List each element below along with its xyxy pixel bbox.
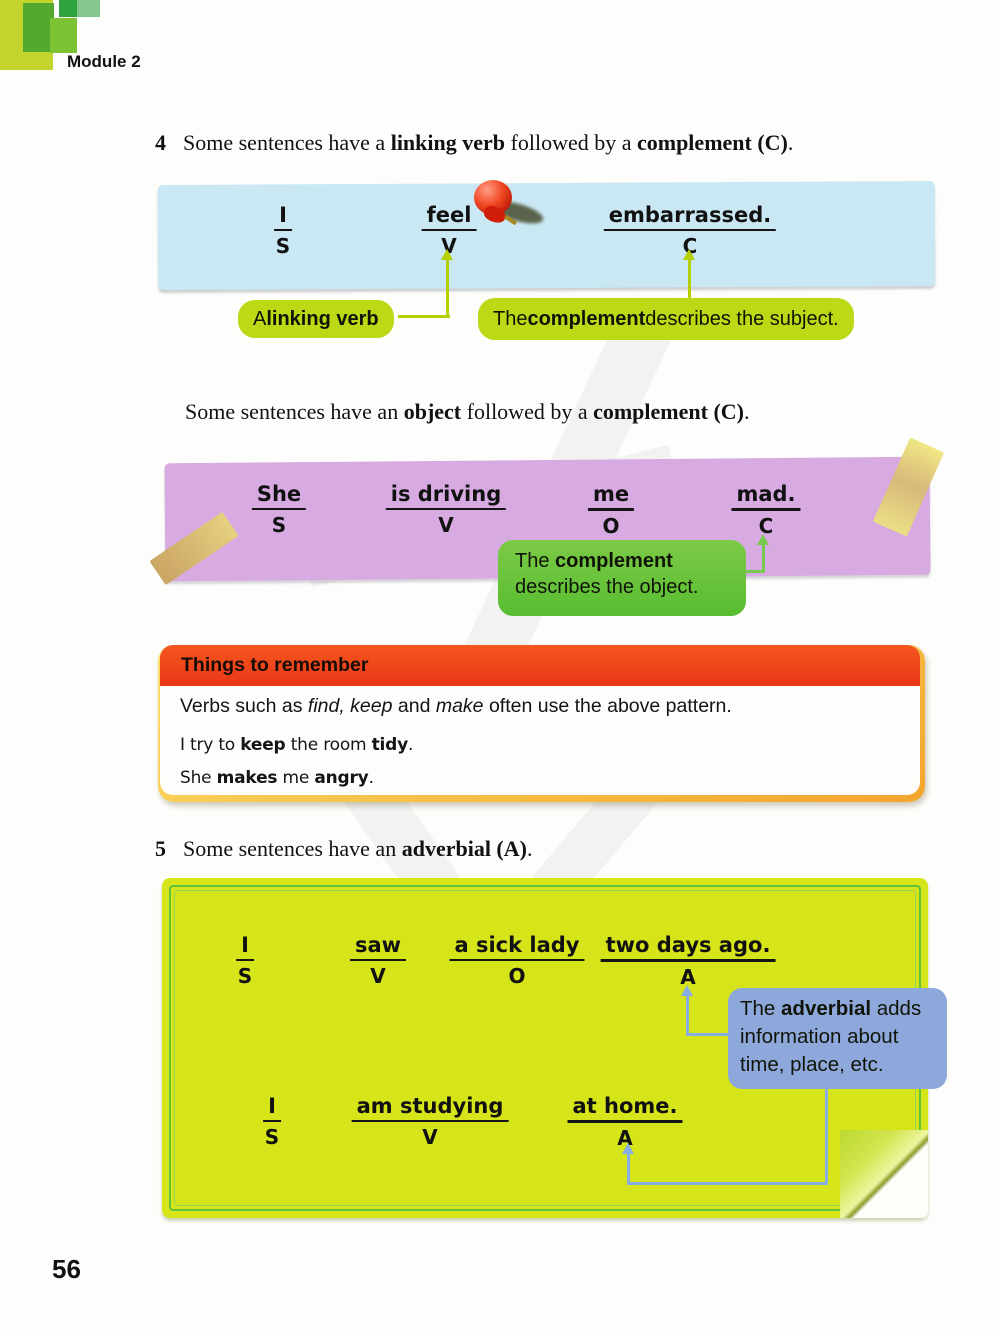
- sentence-part: [350, 933, 406, 988]
- callout-line: [740, 995, 947, 1023]
- example-seg: me: [277, 768, 315, 788]
- sentence-part: [352, 1094, 509, 1149]
- connector-line: [398, 315, 450, 318]
- grammar-label: V: [422, 1125, 438, 1149]
- module-label: Module 2: [67, 52, 141, 71]
- grammar-label: C: [682, 234, 698, 258]
- sentence-part: [274, 203, 292, 258]
- heading-bold: linking verb: [390, 130, 506, 155]
- things-to-remember-box: [158, 645, 925, 802]
- heading-text: Some sentences have an: [183, 836, 402, 861]
- example-seg: the room: [285, 735, 372, 755]
- grammar-label: S: [271, 513, 287, 537]
- sentence-word: embarrassed.: [604, 203, 776, 231]
- sentence-word: at home.: [568, 1094, 683, 1123]
- pushpin-icon: [462, 178, 552, 238]
- logo-square-small-green: [59, 0, 77, 17]
- connector-line: [686, 1033, 730, 1036]
- sentence-part: [568, 1094, 683, 1150]
- sentence-part: [588, 482, 634, 538]
- example-bold: angry: [314, 768, 369, 788]
- sentence-word: I: [274, 203, 292, 231]
- example-bold: tidy: [371, 735, 408, 755]
- section5-heading: [155, 836, 532, 862]
- object-heading: [185, 399, 750, 425]
- callout-text: The: [740, 997, 782, 1020]
- callout-text: describes the subject.: [645, 307, 839, 330]
- section-number: 5: [155, 836, 166, 861]
- rule-seg: and: [392, 695, 436, 717]
- callout-text: adds: [871, 997, 922, 1020]
- example-seg: .: [408, 735, 414, 755]
- connector-line: [686, 994, 689, 1036]
- sentence-word: two days ago.: [601, 933, 776, 962]
- rule-italic: make: [435, 695, 484, 717]
- grammar-label: S: [275, 234, 291, 258]
- heading-text: followed by a: [505, 130, 637, 155]
- sentence-word: is driving: [386, 482, 506, 510]
- grammar-label: S: [237, 964, 253, 988]
- heading-text: .: [744, 399, 750, 424]
- heading-bold: object: [403, 399, 462, 424]
- linking-verb-callout: [238, 300, 394, 338]
- page-number: 56: [52, 1254, 81, 1284]
- heading-text: .: [787, 130, 794, 155]
- connector-line: [627, 1152, 630, 1185]
- sentence-part: [731, 482, 800, 538]
- complement-object-callout: [498, 540, 746, 616]
- example-bold: makes: [216, 768, 278, 788]
- rule-text: [180, 695, 732, 718]
- heading-bold: adverbial (A): [401, 836, 527, 861]
- grammar-label: C: [758, 514, 774, 538]
- arrow-up-icon: [622, 1143, 634, 1154]
- logo-square-light-green: [77, 0, 100, 17]
- grammar-label: S: [264, 1125, 280, 1149]
- callout-bold: complement: [555, 550, 673, 572]
- example-bold: keep: [240, 735, 286, 755]
- things-to-remember-title: Things to remember: [160, 645, 920, 686]
- sentence-word: saw: [350, 933, 406, 961]
- connector-line: [825, 1082, 828, 1185]
- complement-subject-callout: [478, 298, 854, 340]
- sentence-part: [450, 933, 585, 988]
- sentence-part: [263, 1094, 281, 1149]
- sentence-part: [386, 482, 506, 537]
- callout-line: time, place, etc.: [740, 1053, 884, 1076]
- sentence-part: [252, 482, 306, 537]
- logo-square-green: [50, 18, 77, 53]
- connector-line: [627, 1182, 828, 1185]
- example-seg: I try to: [180, 735, 241, 755]
- callout-line: [515, 548, 746, 574]
- arrow-up-icon: [683, 249, 695, 260]
- sentence-part: [236, 933, 254, 988]
- callout-bold: adverbial: [781, 997, 872, 1020]
- sentence-word: mad.: [731, 482, 800, 511]
- heading-text: Some sentences have an: [185, 399, 404, 424]
- sentence-part: [601, 933, 776, 989]
- grammar-label: A: [617, 1126, 633, 1150]
- connector-line: [762, 543, 765, 573]
- callout-line: information about: [740, 1025, 899, 1048]
- arrow-up-icon: [681, 985, 693, 996]
- example-seg: .: [368, 768, 374, 788]
- callout-bold: complement: [527, 307, 646, 330]
- callout-text: A: [253, 307, 267, 330]
- sentence-word: feel: [422, 203, 477, 231]
- example-sentence: [180, 768, 374, 788]
- adverbial-callout: [728, 988, 947, 1089]
- rule-seg: Verbs such as: [180, 695, 308, 717]
- rule-seg: often use the above pattern.: [483, 695, 732, 717]
- heading-bold: complement (C): [593, 399, 744, 424]
- rule-italic: find, keep: [307, 695, 393, 717]
- grammar-label: O: [602, 514, 620, 538]
- callout-bold: linking verb: [266, 307, 379, 330]
- section4-heading: [155, 130, 793, 156]
- connector-line: [688, 258, 691, 300]
- arrow-up-icon: [441, 249, 453, 260]
- callout-text: The: [493, 307, 528, 330]
- heading-bold: complement (C): [636, 130, 788, 155]
- grammar-label: V: [441, 234, 457, 258]
- heading-text: followed by a: [461, 399, 594, 424]
- grammar-label: V: [370, 964, 386, 988]
- things-to-remember-body: [160, 645, 920, 795]
- page-curl: [840, 1130, 928, 1218]
- sentence-word: am studying: [352, 1094, 509, 1122]
- example-sentence: [180, 735, 413, 755]
- heading-text: Some sentences have a: [183, 130, 391, 155]
- callout-line: describes the object.: [515, 576, 699, 598]
- arrow-up-icon: [757, 534, 769, 545]
- sentence-word: I: [236, 933, 254, 961]
- section-number: 4: [155, 130, 166, 155]
- heading-text: .: [526, 836, 533, 861]
- grammar-label: O: [508, 964, 526, 988]
- sentence-word: me: [588, 482, 634, 511]
- sentence-word: I: [263, 1094, 281, 1122]
- callout-text: The: [515, 550, 556, 572]
- example-seg: She: [180, 768, 217, 788]
- connector-line: [446, 258, 449, 318]
- sentence-word: She: [252, 482, 306, 510]
- grammar-label: A: [680, 965, 696, 989]
- grammar-label: V: [438, 513, 454, 537]
- sentence-word: a sick lady: [450, 933, 585, 961]
